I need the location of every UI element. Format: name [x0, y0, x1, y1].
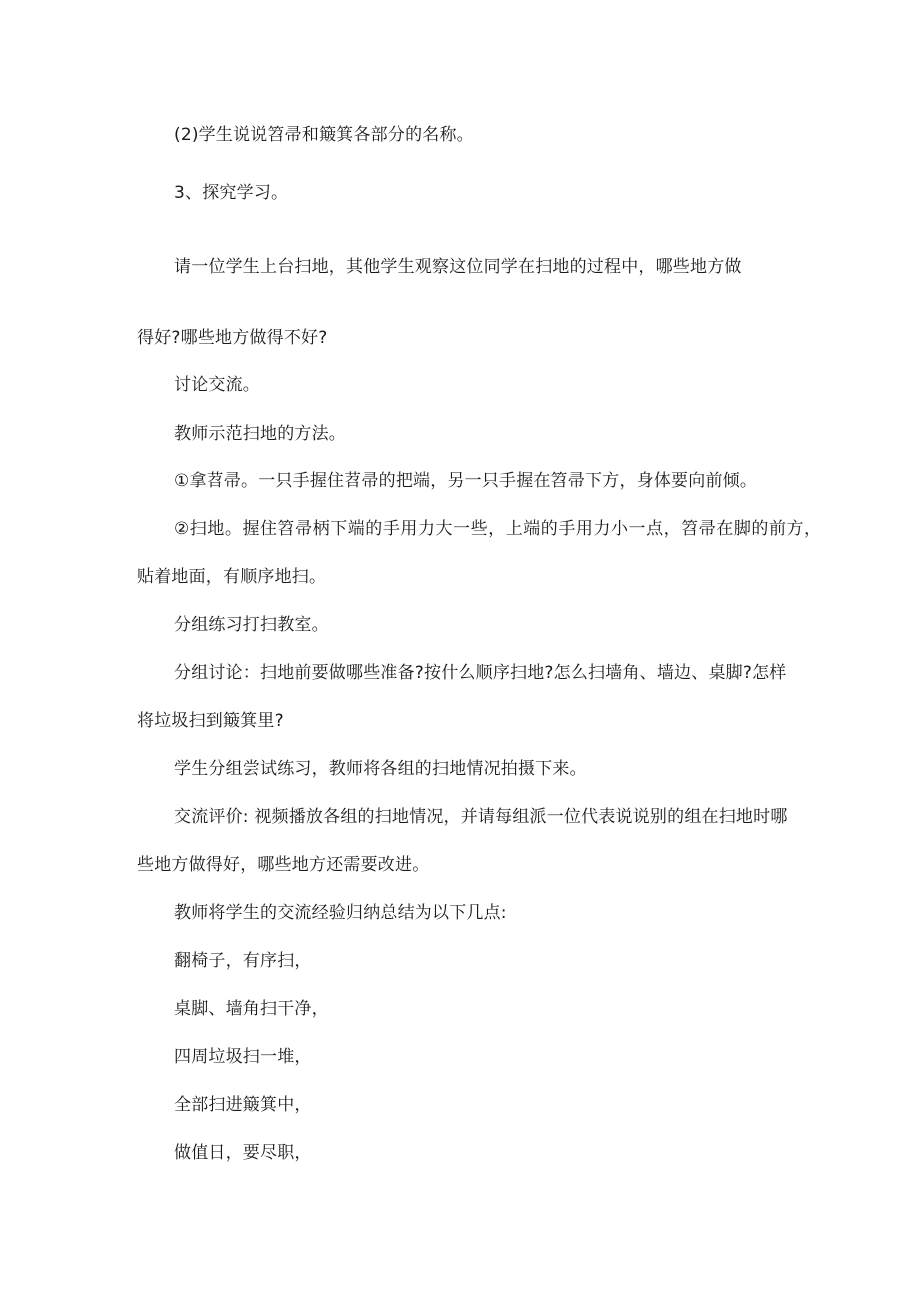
verse-line: 翻椅子，有序扫，	[174, 951, 312, 971]
verse-line: 全部扫进簸箕中，	[174, 1095, 312, 1115]
paragraph-line: ①拿苕帚。一只手握住苕帚的把端，另一只手握在笤帚下方，身体要向前倾。	[174, 471, 758, 491]
paragraph-line: 教师示范扫地的方法。	[174, 424, 346, 444]
paragraph-line: 分组练习打扫教室。	[174, 615, 329, 635]
paragraph-line: 学生分组尝试练习，教师将各组的扫地情况拍摄下来。	[174, 759, 587, 779]
verse-line: 做值日，要尽职，	[174, 1143, 312, 1163]
paragraph-line: 将垃圾扫到簸箕里?	[137, 711, 284, 731]
verse-line: 四周垃圾扫一堆，	[174, 1047, 312, 1067]
paragraph-line: 交流评价: 视频播放各组的扫地情况，并请每组派一位代表说说别的组在扫地时哪	[174, 807, 788, 827]
verse-line: 桌脚、墙角扫干净，	[174, 999, 329, 1019]
paragraph-line: ②扫地。握住笤帚柄下端的手用力大一些，上端的手用力小一点，笤帚在脚的前方，	[174, 519, 822, 539]
section-heading: 3、探究学习。	[174, 183, 289, 203]
paragraph-line: 教师将学生的交流经验归纳总结为以下几点:	[174, 903, 507, 923]
paragraph-line: 请一位学生上台扫地，其他学生观察这位同学在扫地的过程中，哪些地方做	[174, 257, 742, 277]
paragraph-line: 些地方做得好，哪些地方还需要改进。	[137, 855, 430, 875]
paragraph-line: 贴着地面，有顺序地扫。	[137, 567, 327, 587]
paragraph-line: 讨论交流。	[174, 375, 260, 395]
paragraph-line: 分组讨论：扫地前要做哪些准备?按什么顺序扫地?怎么扫墙角、墙边、桌脚?怎样	[174, 663, 787, 683]
paragraph-line: (2)学生说说笤帚和簸箕各部分的名称。	[174, 125, 474, 145]
paragraph-line: 得好?哪些地方做得不好?	[137, 328, 328, 348]
